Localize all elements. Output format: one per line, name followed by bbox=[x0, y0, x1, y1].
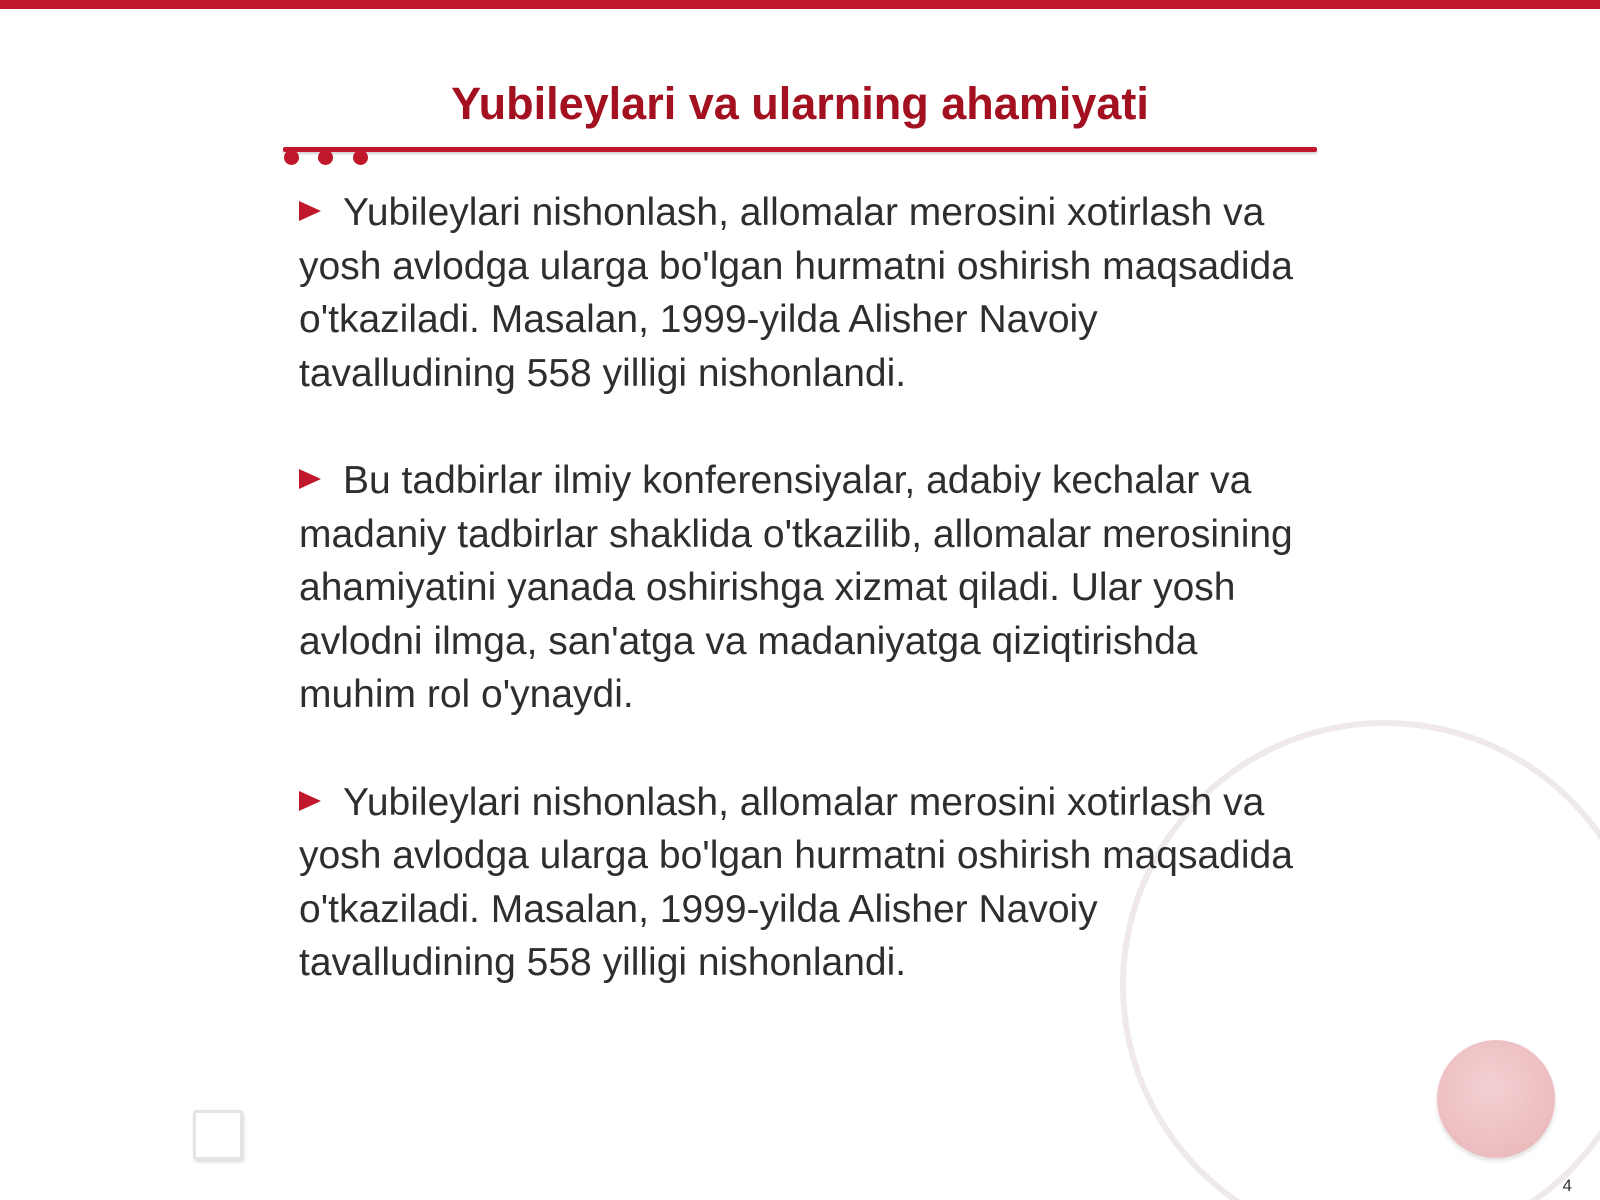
bullet-paragraph bbox=[299, 186, 1309, 400]
bullet-text: Bu tadbirlar ilmiy konferensiyalar, adabiy kechalar va madaniy tadbirlar shaklida o'tkazilib, allomalar merosining ahamiyatini yanada oshirishga xizmat qiladi. Ular yosh avlodni ilmga, san'atga va madaniyatga qiziqtirishda muhim rol o'ynaydi. bbox=[299, 459, 1293, 716]
bullet-text: Yubileylari nishonlash, allomalar merosini xotirlash va yosh avlodga ularga bo'lgan hurmatni oshirish maqsadida o'tkaziladi. Masalan, 1999-yilda Alisher Navoiy tavalludining 558 yilligi nishonlandi. bbox=[299, 780, 1293, 984]
top-accent-bar bbox=[0, 0, 1600, 9]
decorative-pink-circle bbox=[1437, 1040, 1555, 1158]
bullet-paragraph bbox=[299, 454, 1309, 722]
title-underline bbox=[283, 147, 1317, 152]
underline-dot bbox=[318, 150, 333, 165]
triangle-right-icon bbox=[299, 201, 321, 221]
slide-title: Yubileylari va ularning ahamiyati bbox=[451, 78, 1149, 129]
underline-dot bbox=[284, 150, 299, 165]
bullet-text: Yubileylari nishonlash, allomalar merosini xotirlash va yosh avlodga ularga bo'lgan hurmatni oshirish maqsadida o'tkaziladi. Masalan, 1999-yilda Alisher Navoiy tavalludining 558 yilligi nishonlandi. bbox=[299, 191, 1293, 395]
bullet-paragraph bbox=[299, 776, 1309, 990]
triangle-right-icon bbox=[299, 791, 321, 811]
underline-dot bbox=[353, 150, 368, 165]
square-outline-icon bbox=[193, 1110, 243, 1160]
slide-body bbox=[299, 186, 1309, 1044]
triangle-right-icon bbox=[299, 469, 321, 489]
page-number: 4 bbox=[1562, 1176, 1572, 1195]
